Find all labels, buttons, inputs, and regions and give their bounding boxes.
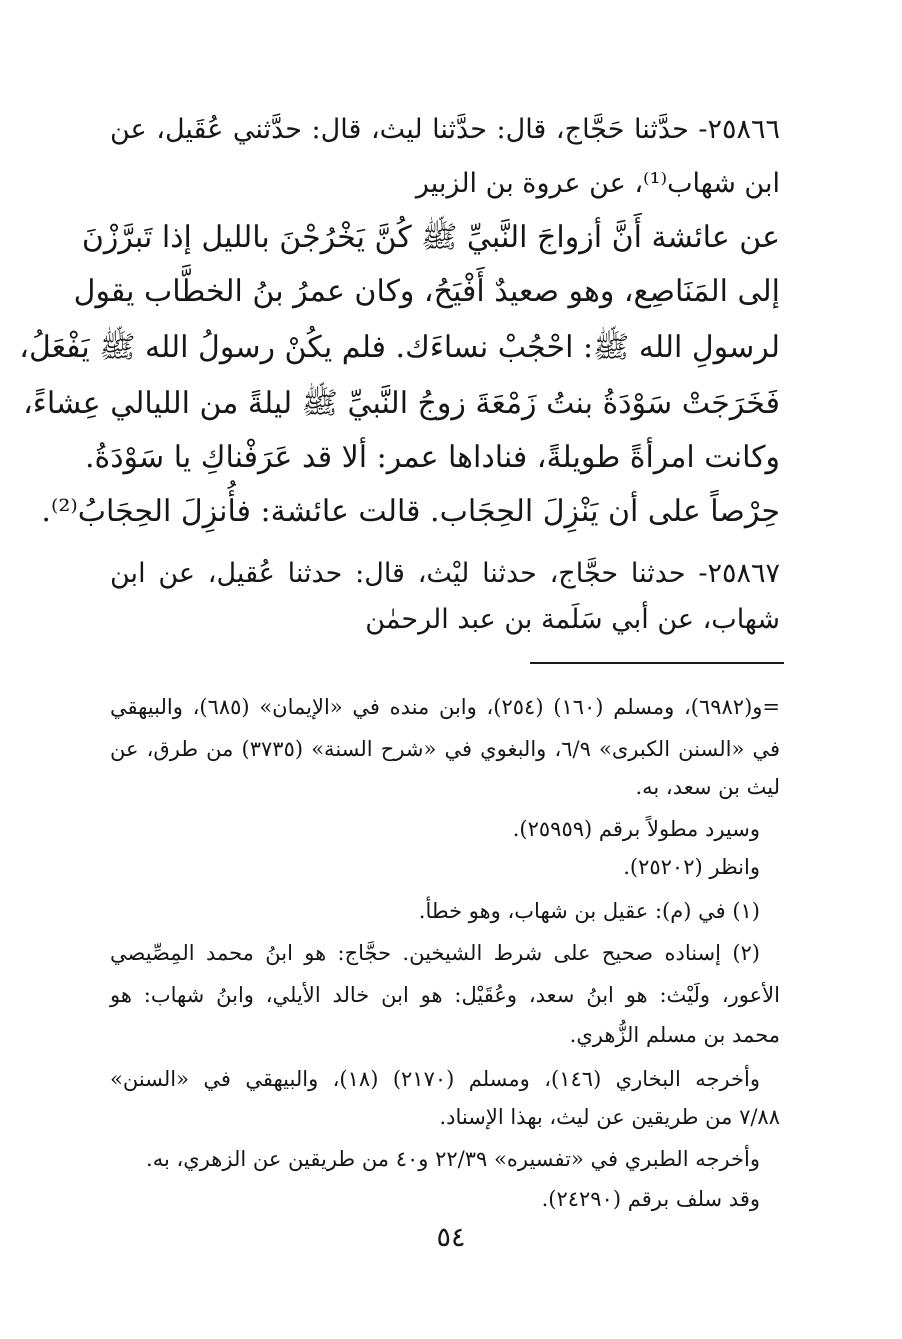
hadith-25866-matn-line-4: فَخَرَجَتْ سَوْدَةُ بنتُ زَمْعَةَ زوجُ النَّبيِّ ﷺ ليلةً من الليالي عِشاءً، <box>23 386 780 421</box>
footnote-1: (١) في (م): عقيل بن شهاب، وهو خطأ. <box>418 899 760 923</box>
footnote-divider <box>530 662 784 664</box>
footnote-2-line-1: (٢) إسناده صحيح على شرط الشيخين. حجَّاج: هو ابنُ محمد المِصِّيصي <box>110 941 760 965</box>
hadith-25866-isnad-line-1: ٢٥٨٦٦- حدَّثنا حَجَّاج، قال: حدَّثنا ليث، قال: حدَّثني عُقَيل، عن <box>110 114 780 145</box>
hadith-25867-isnad-line-2: شهاب، عن أبي سَلَمة بن عبد الرحمٰن <box>365 604 780 635</box>
footnote-2-line-7: وقد سلف برقم (٢٤٢٩٠). <box>541 1187 760 1211</box>
footnote-continuation-line-1: =و(٦٩٨٢)، ومسلم (١٦٠) (٢٥٤)، وابن منده في «الإيمان» (٦٨٥)، والبيهقي <box>110 695 781 719</box>
footnote-continuation-line-2: في «السنن الكبرى» ٦/٩، والبغوي في «شرح السنة» (٣٧٣٥) من طرق، عن <box>110 737 781 761</box>
footnote-2-line-3: محمد بن مسلم الزُّهري. <box>569 1023 780 1047</box>
hadith-25866-isnad-line-2: ابن شهاب⁽¹⁾، عن عروة بن الزبير <box>415 168 780 199</box>
footnote-see-also-line: وسيرد مطولاً برقم (٢٥٩٥٩). <box>512 817 760 841</box>
footnote-compare-line: وانظر (٢٥٢٠٢). <box>623 855 760 879</box>
footnote-2-line-6: وأخرجه الطبري في «تفسيره» ٢٢/٣٩ و٤٠ من طريقين عن الزهري، به. <box>146 1147 760 1171</box>
hadith-25866-matn-line-1: عن عائشة أَنَّ أزواجَ النَّبيِّ ﷺ كُنَّ يَخْرُجْنَ بالليل إذا تَبرَّزْنَ <box>81 220 780 255</box>
hadith-25866-matn-line-2: إلى المَنَاصِع، وهو صعيدٌ أَفْيَحُ، وكان عمرُ بنُ الخطَّاب يقول <box>73 274 780 309</box>
hadith-25866-matn-line-5: وكانت امرأةً طويلةً، فناداها عمر: ألا قد عَرَفْناكِ يا سَوْدَةُ. <box>84 440 780 475</box>
hadith-25866-matn-line-6: حِرْصاً على أن يَنْزِلَ الحِجَاب. قالت عائشة: فأُنزِلَ الحِجَابُ⁽²⁾. <box>41 494 780 529</box>
footnote-2-line-2: الأعور، ولَيْث: هو ابنُ سعد، وعُقَيْل: هو ابن خالد الأيلي، وابنُ شهاب: هو <box>110 983 780 1007</box>
hadith-25866-matn-line-3: لرسولِ الله ﷺ: احْجُبْ نساءَك. فلم يكُنْ رسولُ الله ﷺ يَفْعَلُ، <box>19 330 780 365</box>
page-number: ٥٤ <box>436 1222 466 1253</box>
footnote-2-line-5: ٧/٨٨ من طريقين عن ليث، بهذا الإسناد. <box>439 1105 780 1129</box>
footnote-2-line-4: وأخرجه البخاري (١٤٦)، ومسلم (٢١٧٠) (١٨)، والبيهقي في «السنن» <box>110 1067 760 1091</box>
footnote-continuation-line-3: ليث بن سعد، به. <box>635 775 780 799</box>
hadith-25867-isnad-line-1: ٢٥٨٦٧- حدثنا حجَّاج، حدثنا ليْث، قال: حدثنا عُقيل، عن ابن <box>110 558 780 589</box>
